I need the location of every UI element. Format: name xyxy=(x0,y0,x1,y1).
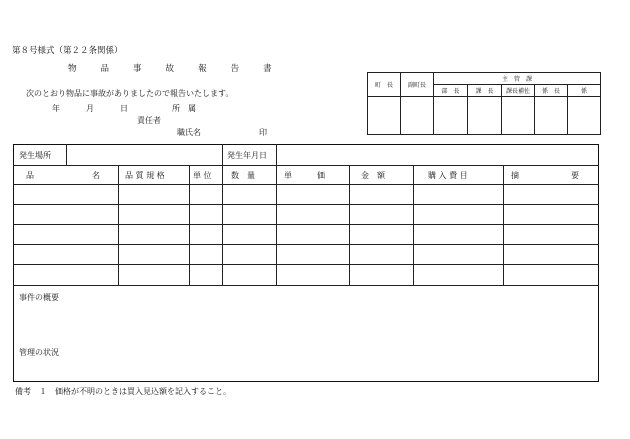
title-char: 報 xyxy=(198,64,207,74)
column-divider xyxy=(503,165,504,285)
location-label: 発生場所 xyxy=(19,151,51,160)
column-divider xyxy=(118,165,119,285)
director-header: 部 長 xyxy=(434,85,468,97)
column-divider xyxy=(222,144,223,165)
occurrence-date-label: 発生年月日 xyxy=(227,151,267,160)
column-divider xyxy=(222,165,223,285)
stamp-cell[interactable] xyxy=(535,97,568,135)
col-spec: 品 質 規 格 xyxy=(125,171,165,180)
section-chief-header: 課 長 xyxy=(468,85,502,97)
title-char: 書 xyxy=(263,64,272,74)
row-divider xyxy=(13,244,599,245)
column-divider xyxy=(413,165,414,285)
stamp-cell[interactable] xyxy=(468,97,502,135)
col-remarks: 摘 要 xyxy=(511,171,583,180)
stamp-cell[interactable] xyxy=(502,97,535,135)
deputy-mayor-header: 副町長 xyxy=(401,73,434,97)
row-divider xyxy=(13,264,599,265)
column-divider xyxy=(349,165,350,285)
row-divider xyxy=(13,165,599,166)
document-title xyxy=(68,62,296,74)
section-header: 主 管 課 xyxy=(434,73,601,85)
intro-text: 次のとおり物品に事故がありましたので報告いたします。 xyxy=(26,89,234,98)
column-divider xyxy=(276,144,277,165)
approval-table xyxy=(367,72,601,135)
col-unit: 単 位 xyxy=(193,171,212,180)
date-year: 年 xyxy=(52,104,60,113)
subsection-chief-header: 係 長 xyxy=(535,85,568,97)
title-char: 物 xyxy=(68,64,77,74)
col-quantity: 数 量 xyxy=(231,171,255,180)
col-unit-price: 単 価 xyxy=(284,171,328,180)
col-item-name: 品 名 xyxy=(26,171,103,180)
title-char: 故 xyxy=(165,64,175,74)
stamp-cell[interactable] xyxy=(568,97,601,135)
row-divider xyxy=(13,285,599,286)
department-label: 所 属 xyxy=(172,104,196,113)
staff-header: 係 xyxy=(568,85,601,97)
row-divider xyxy=(13,204,599,205)
name-title-label: 職氏名 xyxy=(177,128,201,137)
responsible-label: 責任者 xyxy=(137,116,161,125)
title-char: 事 xyxy=(133,64,142,74)
stamp-cell[interactable] xyxy=(434,97,468,135)
incident-summary-label: 事件の概要 xyxy=(19,293,59,302)
column-divider xyxy=(66,144,67,165)
report-date xyxy=(52,103,196,114)
stamp-cell[interactable] xyxy=(401,97,434,135)
footnote: 備考 １ 価格が不明のときは買入見込額を記入すること。 xyxy=(15,387,231,396)
title-char: 品 xyxy=(100,64,110,74)
column-divider xyxy=(189,165,190,285)
date-month: 月 xyxy=(86,104,94,113)
row-divider xyxy=(13,224,599,225)
column-divider xyxy=(276,165,277,285)
row-divider xyxy=(13,184,599,185)
col-expense-item: 購 入 費 目 xyxy=(428,171,468,180)
title-char: 告 xyxy=(230,64,240,74)
seal-mark: 印 xyxy=(259,128,267,137)
date-day: 日 xyxy=(120,104,128,113)
signature-line xyxy=(177,127,267,138)
col-amount: 金 額 xyxy=(361,171,385,180)
form-number: 第８号様式（第２２条関係） xyxy=(12,46,123,56)
mayor-header: 町 長 xyxy=(368,73,401,97)
stamp-cell[interactable] xyxy=(368,97,401,135)
management-status-label: 管理の状況 xyxy=(19,348,59,357)
assistant-header: 課長補佐 xyxy=(502,85,535,97)
